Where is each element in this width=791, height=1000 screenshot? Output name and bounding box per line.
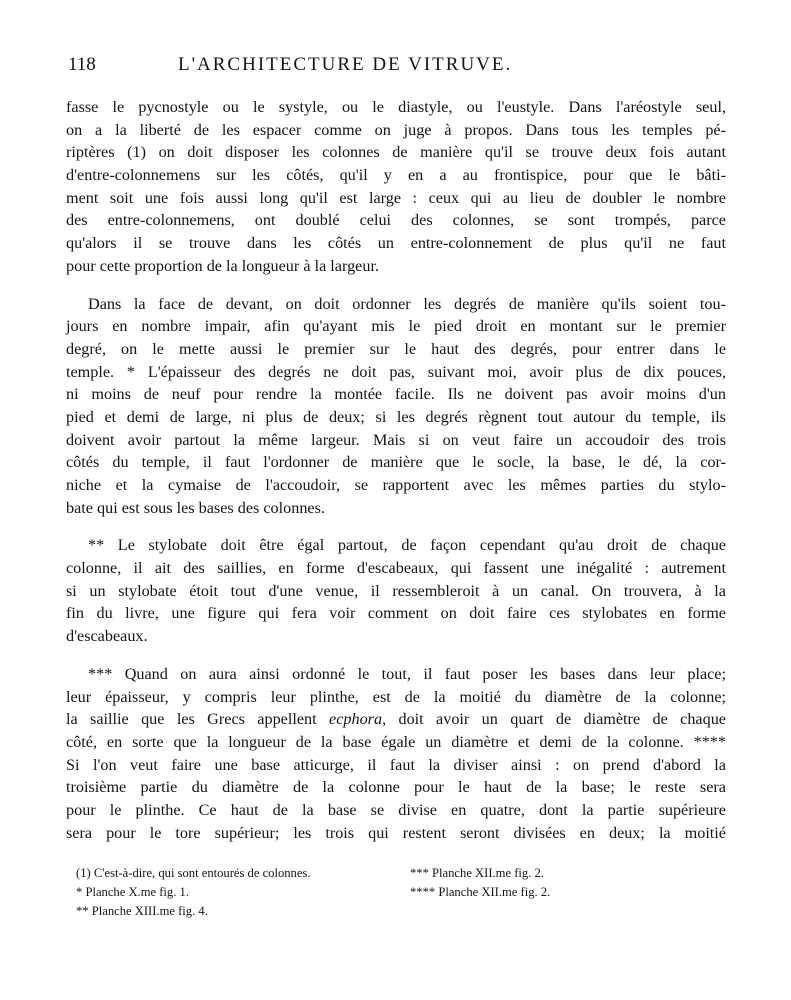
paragraph [66, 534, 726, 647]
text-line: la saillie que les Grecs appellent ecphora, doit avoir un quart de diamètre de chaque [66, 710, 726, 729]
footnotes [66, 864, 726, 921]
paragraph [66, 96, 726, 278]
text-line: si un stylobate étoit tout d'une venue, il ressembleroit à un canal. On trouvera, à la [66, 581, 726, 600]
text-line: ** Le stylobate doit être égal partout, de façon cependant qu'au droit de chaque [88, 536, 726, 555]
text-line: degré, on le mette aussi le premier sur le haut des degrés, pour entrer dans le [66, 339, 726, 358]
footnote: **** Planche XII.me fig. 2. [410, 885, 551, 900]
text-line: Dans la face de devant, on doit ordonner les degrés de manière qu'ils soient tou- [88, 294, 726, 313]
footnotes-right-column [406, 864, 706, 921]
text-line: doivent avoir partout la même largeur. Mais si on veut faire un accoudoir des trois [66, 430, 726, 449]
paragraph [66, 663, 726, 845]
footnote: (1) C'est-à-dire, qui sont entourés de colonnes. [76, 866, 311, 881]
running-title: L'ARCHITECTURE DE VITRUVE. [178, 54, 513, 75]
text-line: pour cette proportion de la longueur à la largeur. [66, 256, 379, 275]
text-line: colonne, il ait des saillies, en forme d'escabeaux, qui fassent une inégalité : autrement [66, 559, 726, 578]
paragraph [66, 293, 726, 520]
text-line: côté, en sorte que la longueur de la base égale un diamètre et demi de la colonne. **** [66, 732, 726, 751]
text-line: on a la liberté de les espacer comme on juge à propos. Dans tous les temples pé- [66, 120, 726, 139]
text-line: niche et la cymaise de l'accoudoir, se rapportent avec les mêmes parties du stylo- [66, 476, 726, 494]
text-line: jours en nombre impair, afin qu'ayant mis le pied droit en montant sur le premier [66, 317, 726, 336]
text-line: troisième partie du diamètre de la colonne pour le haut de la base; le reste sera [66, 778, 726, 797]
text-line: temple. * L'épaisseur des degrés ne doit pas, suivant moi, avoir plus de dix pouces, [66, 362, 726, 381]
footnote: * Planche X.me fig. 1. [76, 885, 189, 900]
text-line: ni moins de neuf pour rendre la montée facile. Ils ne doivent pas avoir moins d'un [66, 385, 726, 404]
text-line: pour le plinthe. Ce haut de la base se divise en quatre, dont la partie supérieure [66, 800, 726, 819]
text-line: sera pour le tore supérieur; les trois qui restent seront divisées en deux; la moitié [66, 823, 726, 842]
text-line: côtés du temple, il faut l'ordonner de manière que le socle, la base, le dé, la cor- [66, 453, 726, 472]
text-line: fasse le pycnostyle ou le systyle, ou le diastyle, ou l'eustyle. Dans l'aréostyle seul, [66, 98, 726, 116]
text-line: des entre-colonnemens, ont doublé celui des colonnes, se sont trompés, parce [66, 211, 726, 230]
body-text [66, 96, 726, 844]
text-line: Si l'on veut faire une base atticurge, il faut la diviser ainsi : on prend d'abord la [66, 755, 726, 774]
text-line: ment soit une fois aussi long qu'il est large : ceux qui au lieu de doubler le nombre [66, 188, 726, 207]
text-line: *** Quand on aura ainsi ordonné le tout, il faut poser les bases dans leur place; [88, 664, 726, 683]
text-line: qu'alors il se trouve dans les côtés un entre-colonnement de plus qu'il ne faut [66, 234, 726, 253]
text-line: bate qui est sous les bases des colonnes. [66, 498, 325, 517]
text-line: pied et demi de large, ni plus de deux; si les degrés règnent tout autour du temple, ils [66, 407, 726, 426]
book-page [66, 48, 726, 921]
text-line: d'entre-colonnemens sur les côtés, qu'il y en a au frontispice, pour que le bâti- [66, 166, 726, 185]
footnote: *** Planche XII.me fig. 2. [410, 866, 544, 881]
page-header [66, 48, 726, 82]
page-number: 118 [68, 54, 96, 75]
text-line: riptères (1) on doit disposer les colonnes de manière qu'il se trouve deux fois autant [66, 143, 726, 162]
text-line: fin du livre, une figure qui fera voir comment on doit faire ces stylobates en forme [66, 604, 726, 623]
footnotes-left-column [66, 864, 406, 921]
text-line: d'escabeaux. [66, 627, 148, 646]
text-line: leur épaisseur, y compris leur plinthe, est de la moitié du diamètre de la colonne; [66, 687, 726, 706]
footnote: ** Planche XIII.me fig. 4. [76, 904, 208, 919]
